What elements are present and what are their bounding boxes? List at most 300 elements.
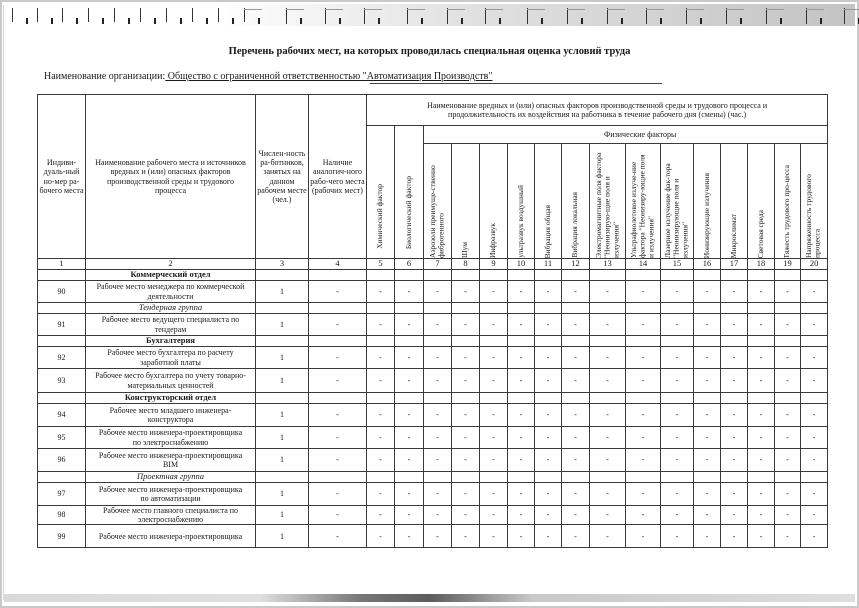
- factor-cell: -: [535, 427, 562, 449]
- factor-cell: -: [395, 505, 424, 524]
- factor-cell: -: [452, 314, 480, 336]
- factor-cell: -: [661, 482, 694, 505]
- factor-cell: -: [452, 347, 480, 369]
- factor-label: Химический фактор: [375, 184, 385, 249]
- empty-cell: [694, 270, 721, 281]
- factor-cell: -: [562, 347, 590, 369]
- factor-cell: -: [775, 369, 801, 393]
- empty-cell: [661, 393, 694, 404]
- perforation-mark: [12, 8, 13, 22]
- empty-cell: [661, 270, 694, 281]
- perforation-mark: [646, 8, 647, 24]
- factor-cell: -: [748, 505, 775, 524]
- workplace-row: [38, 525, 828, 548]
- perforation-tick: [232, 18, 234, 24]
- perforation-tick: [581, 18, 583, 24]
- perforation-strip: [4, 4, 855, 26]
- factor-cell: -: [562, 505, 590, 524]
- factor-cell: -: [508, 505, 535, 524]
- factor-cell: -: [508, 314, 535, 336]
- factor-cell: -: [661, 404, 694, 427]
- factor-cell: -: [775, 347, 801, 369]
- workplace-number: 91: [38, 314, 86, 336]
- factor-cell: -: [694, 314, 721, 336]
- factor-cell: -: [424, 347, 452, 369]
- perforation-mark: [88, 8, 89, 22]
- factor-cell: -: [661, 525, 694, 548]
- perforation-mark: [114, 8, 115, 22]
- factor-cell: -: [562, 427, 590, 449]
- empty-cell: [775, 303, 801, 314]
- perforation-cap: [325, 9, 343, 10]
- perforation-tick: [700, 18, 702, 24]
- analog-workplace: -: [309, 281, 367, 303]
- perforation-mark: [166, 8, 167, 22]
- header-factor-9: [480, 144, 508, 259]
- factor-cell: -: [395, 347, 424, 369]
- empty-cell: [626, 270, 661, 281]
- empty-cell: [535, 472, 562, 483]
- factor-cell: -: [661, 505, 694, 524]
- factor-cell: -: [801, 525, 828, 548]
- column-number-cell: 15: [661, 259, 694, 270]
- analog-workplace: -: [309, 525, 367, 548]
- factor-label: Световая среда: [755, 209, 765, 258]
- factor-cell: -: [367, 281, 395, 303]
- employee-count: 1: [256, 525, 309, 548]
- empty-cell: [590, 303, 626, 314]
- workplace-name: Рабочее место инженера-проектировщика BIM: [86, 449, 256, 472]
- factor-cell: -: [480, 347, 508, 369]
- section-row: [38, 270, 828, 281]
- column-number-cell: 18: [748, 259, 775, 270]
- perforation-mark: [485, 8, 486, 24]
- column-number-cell: 19: [775, 259, 801, 270]
- factor-cell: -: [590, 314, 626, 336]
- factor-cell: -: [626, 347, 661, 369]
- section-label: Коммерческий отдел: [86, 270, 256, 281]
- perforation-mark: [844, 8, 845, 24]
- factor-cell: -: [452, 505, 480, 524]
- perforation-mark: [244, 8, 245, 22]
- perforation-cap: [286, 9, 304, 10]
- empty-cell: [508, 393, 535, 404]
- factor-cell: -: [694, 505, 721, 524]
- empty-cell: [309, 270, 367, 281]
- perforation-tick: [740, 18, 742, 24]
- factor-cell: -: [535, 482, 562, 505]
- empty-cell: [626, 472, 661, 483]
- workplace-row: [38, 347, 828, 369]
- factor-cell: -: [775, 505, 801, 524]
- factor-cell: -: [367, 525, 395, 548]
- section-label: Бухгалтерия: [86, 336, 256, 347]
- perforation-tick: [780, 18, 782, 24]
- section-row: [38, 472, 828, 483]
- analog-workplace: -: [309, 505, 367, 524]
- factor-cell: -: [424, 404, 452, 427]
- perforation-mark: [218, 8, 219, 22]
- empty-cell: [694, 303, 721, 314]
- empty-cell: [395, 472, 424, 483]
- factor-cell: -: [661, 427, 694, 449]
- perforation-cap: [527, 9, 545, 10]
- perforation-cap: [407, 9, 425, 10]
- empty-cell: [452, 336, 480, 347]
- workplace-number: 96: [38, 449, 86, 472]
- analog-workplace: -: [309, 404, 367, 427]
- factor-cell: -: [590, 404, 626, 427]
- factor-cell: -: [801, 427, 828, 449]
- section-number-cell: [38, 472, 86, 483]
- factor-cell: -: [694, 482, 721, 505]
- empty-cell: [590, 336, 626, 347]
- factor-cell: -: [508, 427, 535, 449]
- empty-cell: [508, 336, 535, 347]
- factor-cell: -: [395, 482, 424, 505]
- perforation-mark: [364, 8, 365, 24]
- factor-cell: -: [748, 427, 775, 449]
- factor-cell: -: [694, 427, 721, 449]
- employee-count: 1: [256, 347, 309, 369]
- factor-cell: -: [626, 427, 661, 449]
- header-factor-16: [694, 144, 721, 259]
- empty-cell: [256, 393, 309, 404]
- factor-cell: -: [694, 281, 721, 303]
- column-number-cell: 3: [256, 259, 309, 270]
- factor-cell: -: [775, 482, 801, 505]
- factor-cell: -: [661, 369, 694, 393]
- organization-line: [44, 71, 492, 82]
- perforation-mark: [37, 8, 38, 22]
- factor-label: Лазерное излучение фак-тора "Неонизирующие поля и излучения": [663, 163, 690, 258]
- empty-cell: [562, 303, 590, 314]
- analog-workplace: -: [309, 369, 367, 393]
- perforation-cap: [485, 9, 503, 10]
- empty-cell: [424, 336, 452, 347]
- workplace-name: Рабочее место младшего инженера-конструктора: [86, 404, 256, 427]
- factor-cell: -: [661, 347, 694, 369]
- empty-cell: [626, 303, 661, 314]
- column-number-cell: 8: [452, 259, 480, 270]
- factor-cell: -: [480, 449, 508, 472]
- empty-cell: [721, 303, 748, 314]
- perforation-cap: [806, 9, 824, 10]
- column-number-cell: 17: [721, 259, 748, 270]
- analog-workplace: -: [309, 427, 367, 449]
- factor-cell: -: [748, 482, 775, 505]
- factor-cell: -: [721, 314, 748, 336]
- factor-cell: -: [535, 347, 562, 369]
- factor-cell: -: [775, 314, 801, 336]
- perforation-tick: [820, 18, 822, 24]
- factor-cell: -: [694, 369, 721, 393]
- empty-cell: [256, 472, 309, 483]
- workplace-number: 98: [38, 505, 86, 524]
- workplace-row: [38, 427, 828, 449]
- empty-cell: [590, 393, 626, 404]
- factor-cell: -: [535, 314, 562, 336]
- perforation-tick: [300, 18, 302, 24]
- empty-cell: [452, 393, 480, 404]
- empty-cell: [508, 303, 535, 314]
- workplace-number: 94: [38, 404, 86, 427]
- header-factor-10: [508, 144, 535, 259]
- factor-cell: -: [480, 369, 508, 393]
- empty-cell: [775, 270, 801, 281]
- factor-cell: -: [535, 404, 562, 427]
- factor-cell: -: [562, 404, 590, 427]
- factor-label: Ионизирующие излучения: [701, 172, 711, 258]
- empty-cell: [535, 270, 562, 281]
- section-number-cell: [38, 303, 86, 314]
- header-workplace-name: Наименование рабочего места и источников вредных и (или) опасных факторов производственной среды и трудового процесса: [86, 95, 256, 259]
- factor-cell: -: [721, 482, 748, 505]
- factor-cell: -: [367, 449, 395, 472]
- factor-label: Вибрация общая: [542, 204, 552, 258]
- analog-workplace: -: [309, 314, 367, 336]
- perforation-tick: [499, 18, 501, 24]
- perforation-tick: [461, 18, 463, 24]
- perforation-tick: [180, 18, 182, 24]
- perforation-tick: [660, 18, 662, 24]
- analog-workplace: -: [309, 347, 367, 369]
- perforation-cap: [726, 9, 744, 10]
- factor-cell: -: [626, 314, 661, 336]
- workplace-row: [38, 505, 828, 524]
- factor-cell: -: [801, 314, 828, 336]
- column-number-cell: 13: [590, 259, 626, 270]
- factor-cell: -: [508, 369, 535, 393]
- perforation-mark: [806, 8, 807, 24]
- section-row: [38, 303, 828, 314]
- empty-cell: [748, 303, 775, 314]
- factor-cell: -: [748, 347, 775, 369]
- workplace-row: [38, 281, 828, 303]
- perforation-tick: [621, 18, 623, 24]
- section-number-cell: [38, 270, 86, 281]
- factor-label: Электромагнитные поля фактора "Неонизирую-щие поля и излучения": [593, 152, 620, 258]
- workplace-number: 92: [38, 347, 86, 369]
- factor-cell: -: [721, 449, 748, 472]
- factor-cell: -: [694, 404, 721, 427]
- factor-cell: -: [395, 281, 424, 303]
- factor-cell: -: [626, 369, 661, 393]
- workplace-name: Рабочее место главного специалиста по электроснабжению: [86, 505, 256, 524]
- factor-cell: -: [590, 505, 626, 524]
- column-number-cell: 20: [801, 259, 828, 270]
- factor-cell: -: [775, 281, 801, 303]
- factor-cell: -: [535, 525, 562, 548]
- perforation-mark: [766, 8, 767, 24]
- factor-cell: -: [562, 525, 590, 548]
- employee-count: 1: [256, 505, 309, 524]
- workplace-row: [38, 482, 828, 505]
- factor-cell: -: [562, 281, 590, 303]
- workplaces-table: [37, 94, 828, 548]
- perforation-tick: [76, 18, 78, 24]
- perforation-tick: [154, 18, 156, 24]
- empty-cell: [590, 472, 626, 483]
- empty-cell: [535, 336, 562, 347]
- section-label: Тендерная группа: [86, 303, 256, 314]
- empty-cell: [309, 472, 367, 483]
- perforation-tick: [541, 18, 543, 24]
- employee-count: 1: [256, 482, 309, 505]
- empty-cell: [535, 393, 562, 404]
- header-factor-18: [748, 144, 775, 259]
- factor-cell: -: [424, 427, 452, 449]
- column-number-cell: 1: [38, 259, 86, 270]
- factor-cell: -: [480, 427, 508, 449]
- factor-cell: -: [748, 449, 775, 472]
- empty-cell: [424, 393, 452, 404]
- factor-cell: -: [626, 482, 661, 505]
- page-left-edge: [3, 5, 4, 600]
- factor-cell: -: [367, 427, 395, 449]
- factor-cell: -: [424, 369, 452, 393]
- perforation-cap: [244, 9, 262, 10]
- empty-cell: [562, 336, 590, 347]
- empty-cell: [480, 393, 508, 404]
- empty-cell: [452, 303, 480, 314]
- factor-cell: -: [748, 369, 775, 393]
- factor-cell: -: [590, 482, 626, 505]
- factor-cell: -: [452, 369, 480, 393]
- factor-label: Микроклимат: [728, 213, 738, 258]
- factor-cell: -: [562, 314, 590, 336]
- empty-cell: [309, 336, 367, 347]
- workplace-row: [38, 369, 828, 393]
- factor-cell: -: [694, 347, 721, 369]
- perforation-mark: [62, 8, 63, 22]
- empty-cell: [395, 336, 424, 347]
- section-number-cell: [38, 336, 86, 347]
- empty-cell: [367, 270, 395, 281]
- factor-cell: -: [801, 347, 828, 369]
- perforation-mark: [527, 8, 528, 24]
- factor-cell: -: [508, 449, 535, 472]
- employee-count: 1: [256, 314, 309, 336]
- empty-cell: [367, 336, 395, 347]
- scan-shadow: [214, 4, 855, 26]
- perforation-tick: [206, 18, 208, 24]
- header-factor-19: [775, 144, 801, 259]
- factor-cell: -: [452, 525, 480, 548]
- factor-cell: -: [562, 449, 590, 472]
- factor-cell: -: [480, 482, 508, 505]
- perforation-mark: [286, 8, 287, 24]
- empty-cell: [480, 303, 508, 314]
- perforation-mark: [192, 8, 193, 22]
- empty-cell: [801, 393, 828, 404]
- empty-cell: [367, 472, 395, 483]
- empty-cell: [508, 270, 535, 281]
- perforation-cap: [447, 9, 465, 10]
- perforation-cap: [364, 9, 382, 10]
- factor-cell: -: [748, 525, 775, 548]
- perforation-tick: [102, 18, 104, 24]
- workplace-number: 93: [38, 369, 86, 393]
- perforation-cap: [844, 9, 859, 10]
- factor-label: Инфразвук: [488, 222, 498, 258]
- workplace-name: Рабочее место ведущего специалиста по тендерам: [86, 314, 256, 336]
- empty-cell: [748, 336, 775, 347]
- factor-cell: -: [452, 404, 480, 427]
- header-factor-5: [367, 126, 395, 259]
- factor-cell: -: [480, 525, 508, 548]
- empty-cell: [424, 303, 452, 314]
- factor-cell: -: [661, 281, 694, 303]
- column-number-cell: 9: [480, 259, 508, 270]
- header-factor-17: [721, 144, 748, 259]
- factor-cell: -: [801, 404, 828, 427]
- factor-cell: -: [535, 369, 562, 393]
- column-number-cell: 6: [395, 259, 424, 270]
- factor-cell: -: [626, 505, 661, 524]
- empty-cell: [480, 472, 508, 483]
- bottom-scan-shadow: [4, 594, 855, 602]
- factor-cell: -: [535, 449, 562, 472]
- factor-cell: -: [626, 449, 661, 472]
- factor-cell: -: [367, 404, 395, 427]
- empty-cell: [775, 336, 801, 347]
- perforation-tick: [378, 18, 380, 24]
- perforation-mark: [325, 8, 326, 24]
- workplace-number: 99: [38, 525, 86, 548]
- factor-label: Шум: [460, 242, 470, 258]
- empty-cell: [694, 393, 721, 404]
- factor-cell: -: [395, 404, 424, 427]
- factor-cell: -: [748, 314, 775, 336]
- header-harmful-factors-group: Наименование вредных и (или) опасных факторов производственной среды и трудового процесса и продолжительность их воздействия на работника в течение рабочего дня (смены) (час.): [367, 95, 828, 126]
- empty-cell: [452, 472, 480, 483]
- factor-cell: -: [395, 525, 424, 548]
- section-label: Проектная группа: [86, 472, 256, 483]
- empty-cell: [395, 270, 424, 281]
- empty-cell: [801, 303, 828, 314]
- employee-count: 1: [256, 404, 309, 427]
- workplace-name: Рабочее место инженера-проектировщика по электроснабжению: [86, 427, 256, 449]
- organization-name: Общество с ограниченной ответственностью "Автоматизация Производств": [165, 71, 493, 82]
- factor-cell: -: [661, 449, 694, 472]
- factor-cell: -: [480, 281, 508, 303]
- section-number-cell: [38, 393, 86, 404]
- factor-cell: -: [508, 347, 535, 369]
- employee-count: 1: [256, 427, 309, 449]
- perforation-mark: [567, 8, 568, 24]
- header-factor-6: [395, 126, 424, 259]
- empty-cell: [775, 393, 801, 404]
- factor-cell: -: [535, 281, 562, 303]
- workplace-row: [38, 404, 828, 427]
- empty-cell: [535, 303, 562, 314]
- workplace-number: 95: [38, 427, 86, 449]
- factor-cell: -: [590, 525, 626, 548]
- factor-cell: -: [424, 505, 452, 524]
- factor-cell: -: [480, 505, 508, 524]
- factor-cell: -: [367, 314, 395, 336]
- factor-label: Биологический фактор: [403, 175, 413, 249]
- perforation-cap: [567, 9, 585, 10]
- organization-underline: [370, 83, 662, 84]
- factor-label: Напряженность трудового процесса: [804, 174, 823, 258]
- workplace-name: Рабочее место менеджера по коммерческой деятельности: [86, 281, 256, 303]
- factor-cell: -: [395, 449, 424, 472]
- workplace-name: Рабочее место инженера-проектировщика: [86, 525, 256, 548]
- factor-cell: -: [721, 427, 748, 449]
- header-physical-factors-group: Физические факторы: [424, 126, 828, 144]
